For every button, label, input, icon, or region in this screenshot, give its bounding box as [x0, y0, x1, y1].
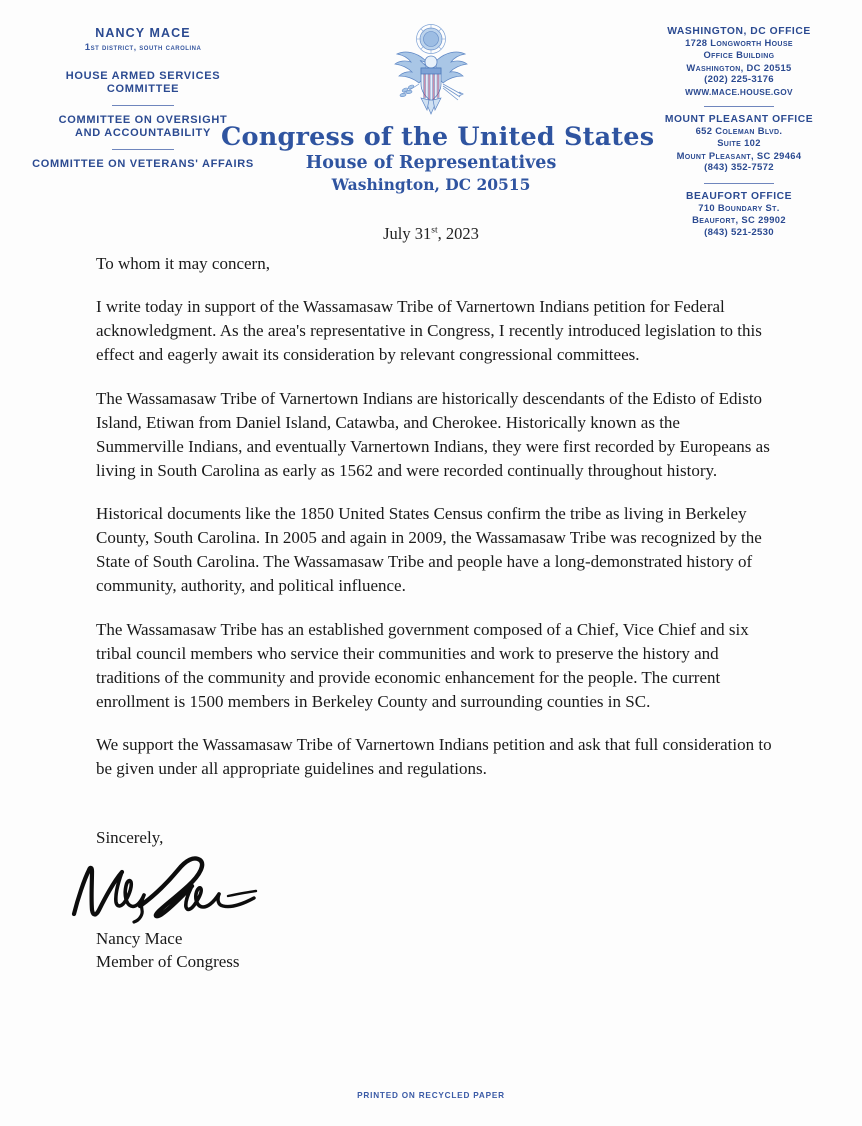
office-beaufort-line2: Beaufort, SC 29902	[692, 214, 786, 226]
committee-oversight-line1: COMMITTEE ON OVERSIGHT	[58, 113, 228, 126]
office-mount-pleasant-line2: Suite 102	[717, 137, 761, 149]
paragraph-1: I write today in support of the Wassamasaw Tribe of Varnertown Indians petition for Federal acknowledgment. As the area's representative in Congress, I recently introduced legislation to this effect and eagerly await its consideration by relevant congressional committees.	[96, 297, 762, 365]
handwritten-signature-icon	[68, 850, 318, 930]
office-mount-pleasant-phone: (843) 352-7572	[704, 162, 774, 174]
signer-title: Member of Congress	[96, 952, 240, 972]
office-washington-line2: Office Building	[703, 49, 775, 61]
office-washington-title: WASHINGTON, DC OFFICE	[667, 26, 811, 37]
committee-veterans-line1: COMMITTEE ON VETERANS' AFFAIRS	[32, 157, 254, 170]
salutation: To whom it may concern,	[96, 254, 270, 273]
paragraph-5: We support the Wassamasaw Tribe of Varnertown Indians petition and ask that full consideration to be given under all appropriate guidelines and regulations.	[96, 735, 772, 779]
masthead-line-congress: Congress of the United States	[221, 122, 655, 152]
great-seal-icon	[383, 22, 479, 122]
paragraph-3: Historical documents like the 1850 United States Census confirm the tribe as living in Berkeley County, South Carolina. In 2005 and again in 2009, the Wassamasaw Tribe was recognized by the State of South Carolina. The Wassamasaw Tribe and people have a long-demonstrated history of community, authority, and political influence.	[96, 504, 762, 596]
office-beaufort-phone: (843) 521-2530	[704, 226, 774, 238]
divider-rule	[112, 105, 174, 106]
committee-armed-services-line1: HOUSE ARMED SERVICES	[65, 70, 221, 82]
office-washington-website[interactable]: WWW.MACE.HOUSE.GOV	[685, 86, 793, 97]
masthead	[221, 22, 655, 195]
divider-rule	[704, 106, 774, 107]
office-beaufort-line1: 710 Boundary St.	[698, 201, 780, 213]
divider-rule	[112, 149, 174, 150]
letter-date	[0, 224, 862, 244]
date-year: , 2023	[437, 224, 479, 243]
office-washington-line1: 1728 Longworth House	[685, 37, 793, 48]
committee-armed-services-line2: COMMITTEE	[106, 82, 180, 95]
sign-off: Sincerely,	[96, 828, 164, 848]
paragraph-2: The Wassamasaw Tribe of Varnertown Indians are historically descendants of the Edisto of Edisto Island, Etiwan from Daniel Island, Catawba, and Cherokee. Historically known as the Summerville Indians, and eventually Varnertown Indians, they were first recorded by Europeans as living in South Carolina as early as 1562 and were recorded continually throughout history.	[96, 388, 770, 480]
paragraph-4: The Wassamasaw Tribe has an established government composed of a Chief, Vice Chief and six tribal council members who service their communities and work to preserve the history and traditions of the community and provide economic enhancement for the people. The current enrollment is 1500 members in Berkeley County and surrounding counties in SC.	[96, 619, 749, 711]
page-footer: PRINTED ON RECYCLED PAPER	[357, 1091, 505, 1100]
office-mount-pleasant-line3: Mount Pleasant, SC 29464	[676, 149, 802, 161]
date-main: July 31	[383, 224, 432, 243]
signature-block	[68, 850, 772, 928]
signer-name: Nancy Mace	[96, 929, 183, 949]
masthead-line-house: House of Representatives	[305, 152, 557, 173]
divider-rule	[704, 183, 774, 184]
office-washington	[634, 26, 844, 98]
letter-body	[96, 252, 772, 974]
office-washington-line3: Washington, DC 20515	[686, 61, 792, 73]
office-beaufort-title: BEAUFORT OFFICE	[685, 190, 793, 202]
office-mount-pleasant-title: MOUNT PLEASANT OFFICE	[664, 113, 814, 125]
office-washington-phone: (202) 225-3176	[704, 74, 774, 86]
letterhead-right-column	[634, 26, 844, 239]
committee-oversight-line2: AND ACCOUNTABILITY	[74, 126, 212, 139]
masthead-line-washington: Washington, DC 20515	[331, 175, 531, 195]
date-ordinal: st	[431, 225, 438, 236]
member-name: NANCY MACE	[95, 26, 191, 40]
office-mount-pleasant-line1: 652 Coleman Blvd.	[695, 124, 783, 136]
office-mount-pleasant	[634, 114, 844, 175]
member-district: 1st district, south carolina	[84, 42, 202, 53]
